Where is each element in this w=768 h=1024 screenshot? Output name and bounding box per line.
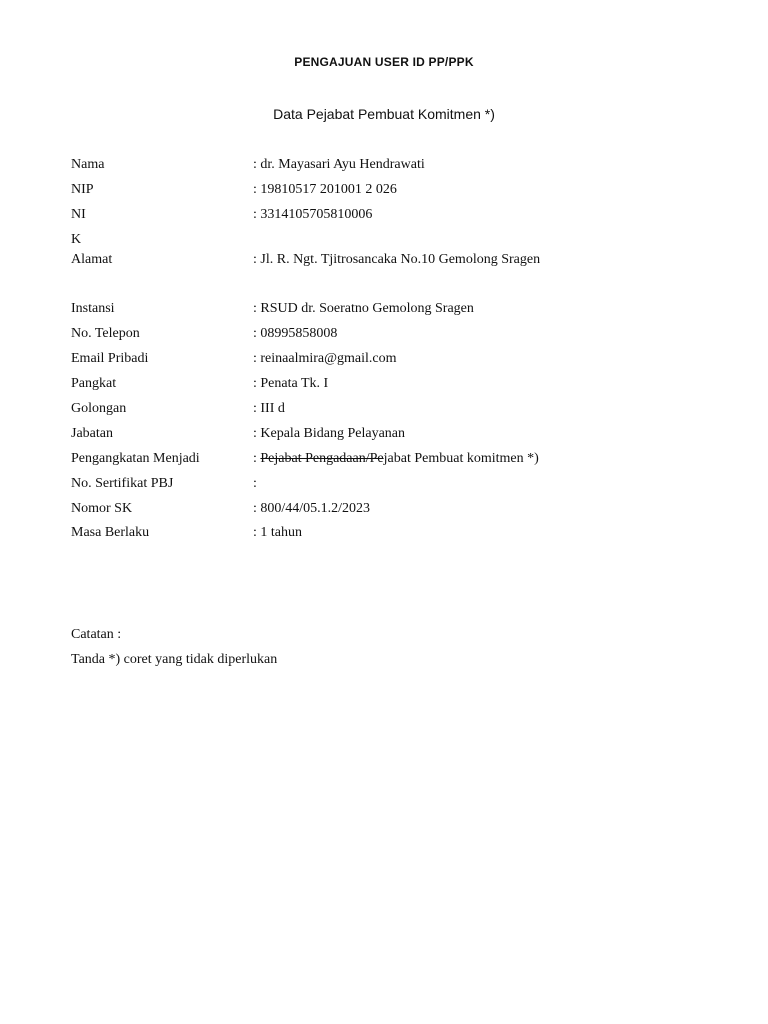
- field-value: : 08995858008: [253, 326, 338, 341]
- field-row-nama: [71, 156, 691, 178]
- field-row-pengangkatan: [71, 450, 691, 472]
- field-value: : Kepala Bidang Pelayanan: [253, 426, 406, 441]
- field-row-jabatan: [71, 425, 691, 447]
- field-label: Jabatan: [71, 426, 113, 441]
- field-row-nomor-sk: [71, 500, 691, 522]
- field-label: NIP: [71, 182, 94, 197]
- field-row-telepon: [71, 325, 691, 347]
- field-value: : 3314105705810006: [253, 207, 373, 222]
- document-subtitle: Data Pejabat Pembuat Komitmen *): [273, 106, 495, 122]
- field-value: [253, 450, 539, 468]
- notes-heading: Catatan :: [71, 627, 122, 642]
- field-row-sertifikat: [71, 475, 691, 497]
- field-row-email: [71, 350, 691, 372]
- field-label: No. Sertifikat PBJ: [71, 476, 174, 491]
- field-value: : dr. Mayasari Ayu Hendrawati: [253, 157, 425, 172]
- field-value: : reinaalmira@gmail.com: [253, 351, 397, 366]
- field-value: : Penata Tk. I: [253, 376, 329, 391]
- field-row-golongan: [71, 400, 691, 422]
- field-value: : 800/44/05.1.2/2023: [253, 501, 371, 516]
- field-label-wrap: K: [71, 232, 82, 247]
- document-title: PENGAJUAN USER ID PP/PPK: [294, 55, 474, 69]
- field-label: Nomor SK: [71, 501, 133, 516]
- field-label: Instansi: [71, 301, 115, 316]
- field-label: Golongan: [71, 401, 127, 416]
- field-row-nik: [71, 206, 691, 228]
- field-label: NI: [71, 207, 86, 222]
- notes-text: Tanda *) coret yang tidak diperlukan: [71, 652, 278, 667]
- field-label: Nama: [71, 157, 105, 172]
- field-value: : RSUD dr. Soeratno Gemolong Sragen: [253, 301, 474, 316]
- field-row-nip: [71, 181, 691, 203]
- field-value: : 19810517 201001 2 026: [253, 182, 397, 197]
- struck-text: Pejabat Pengadaan/Pe: [260, 451, 384, 466]
- value-rest: jabat Pembuat komitmen *): [383, 451, 539, 466]
- field-value: : III d: [253, 401, 285, 416]
- field-row-alamat: [71, 251, 691, 273]
- field-label: Pangkat: [71, 376, 117, 391]
- field-row-masa-berlaku: [71, 524, 691, 546]
- field-label: Masa Berlaku: [71, 525, 150, 540]
- field-label: Alamat: [71, 252, 113, 267]
- field-value: :: [253, 476, 257, 491]
- field-row-instansi: [71, 300, 691, 322]
- field-label: Email Pribadi: [71, 351, 149, 366]
- field-value: : Jl. R. Ngt. Tjitrosancaka No.10 Gemolong Sragen: [253, 252, 541, 267]
- field-label: Pengangkatan Menjadi: [71, 451, 200, 466]
- field-row-pangkat: [71, 375, 691, 397]
- field-label: No. Telepon: [71, 326, 140, 341]
- field-value: : 1 tahun: [253, 525, 302, 540]
- value-prefix: :: [253, 451, 261, 466]
